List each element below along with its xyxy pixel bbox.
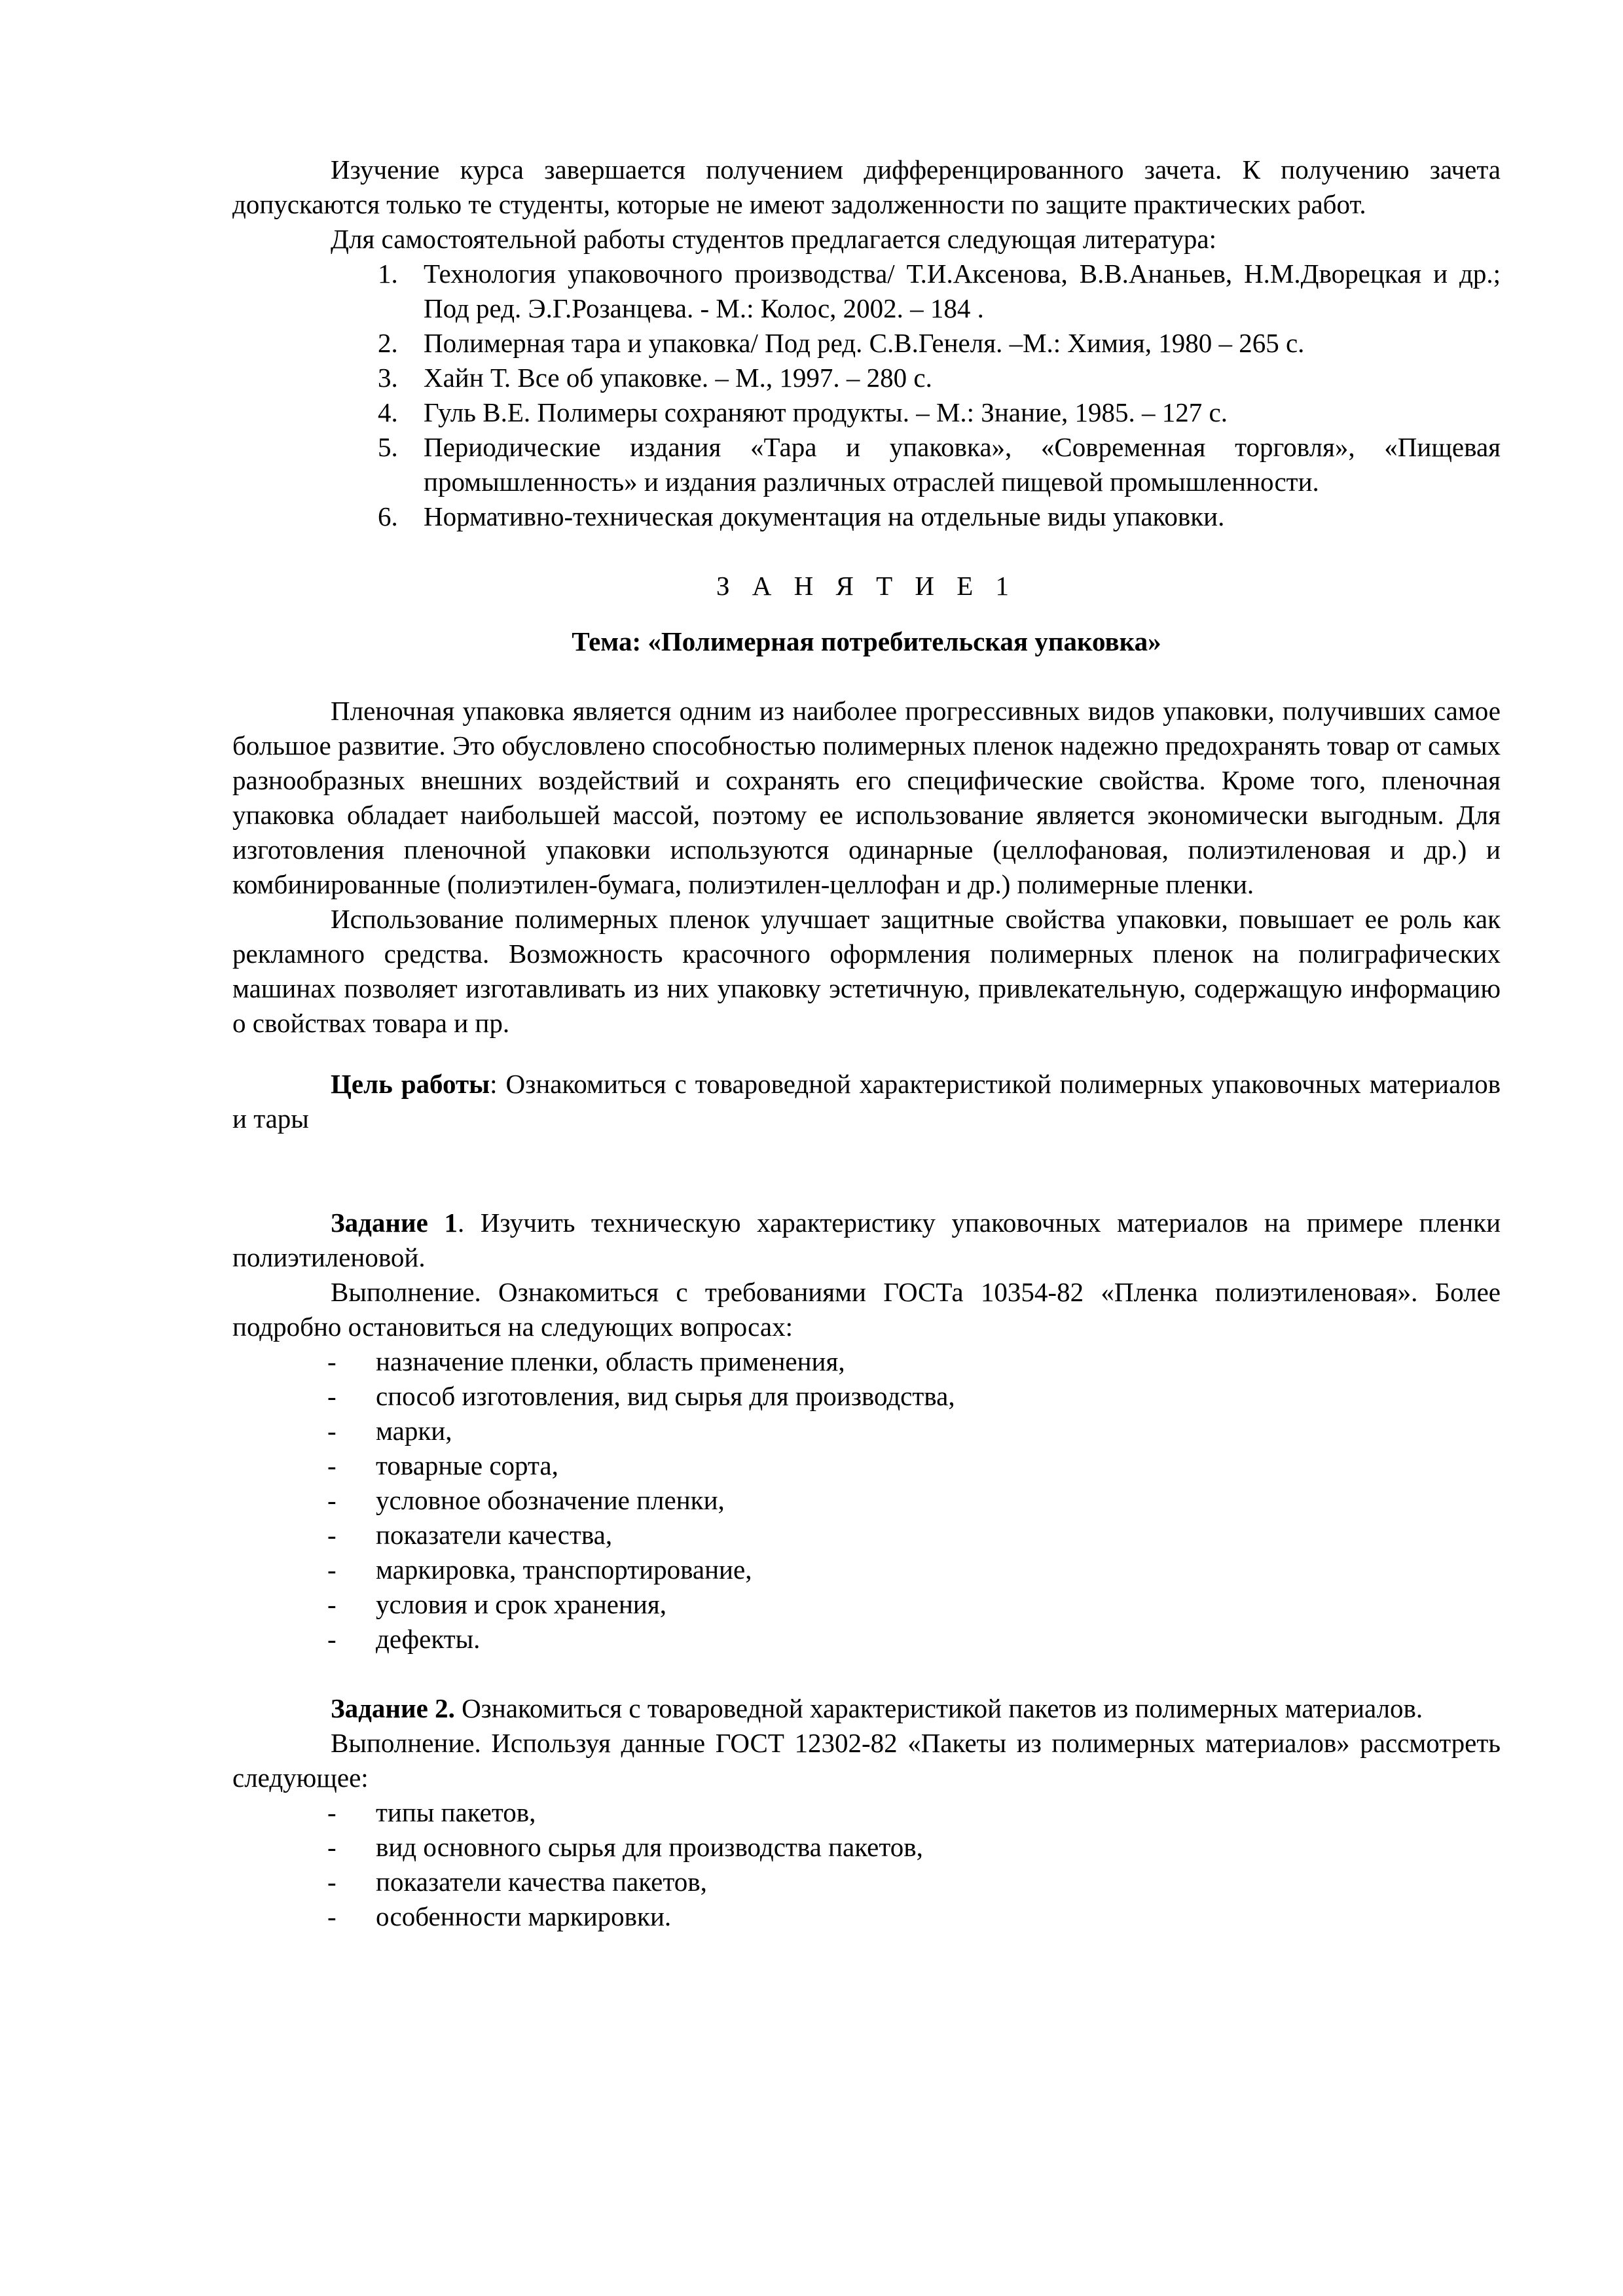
document-body bbox=[232, 152, 1501, 1934]
dash-bullet: - bbox=[327, 1346, 337, 1376]
literature-text: Полимерная тара и упаковка/ Под ред. С.В.Генеля. –М.: Химия, 1980 – 265 с. bbox=[424, 328, 1305, 358]
literature-text: Периодические издания «Тара и упаковка», «Современная торговля», «Пищевая промышленность» и издания различных отраслей пищевой промышленности. bbox=[424, 432, 1501, 497]
dash-bullet: - bbox=[327, 1901, 337, 1931]
goal-paragraph bbox=[232, 1067, 1501, 1136]
literature-number: 1. bbox=[378, 259, 398, 289]
task2-list bbox=[232, 1795, 1501, 1934]
task2-execution: Выполнение. Используя данные ГОСТ 12302-82 «Пакеты из полимерных материалов» рассмотреть следующее: bbox=[232, 1728, 1501, 1793]
list-item bbox=[232, 1865, 1501, 1899]
dash-bullet: - bbox=[327, 1589, 337, 1619]
literature-item bbox=[232, 499, 1501, 534]
list-item-text: марки, bbox=[376, 1416, 452, 1446]
list-item bbox=[232, 1795, 1501, 1830]
goal-label: Цель работы bbox=[331, 1069, 490, 1099]
literature-item bbox=[232, 361, 1501, 395]
literature-text: Технология упаковочного производства/ Т.И.Аксенова, В.В.Ананьев, Н.М.Дворецкая и др.; Под ред. Э.Г.Розанцева. - М.: Колос, 2002. – 184 . bbox=[424, 259, 1501, 323]
list-item-text: показатели качества, bbox=[376, 1520, 613, 1550]
lesson-paragraph-2: Использование полимерных пленок улучшает защитные свойства упаковки, повышает ее роль как рекламного средства. Возможность красочного оформления полимерных пленок на полиграфических машинах позволяет изготавливать из них упаковку эстетичную, привлекательную, содержащую информацию о свойствах товара и пр. bbox=[232, 904, 1501, 1038]
list-item bbox=[232, 1622, 1501, 1657]
list-item-text: условия и срок хранения, bbox=[376, 1589, 666, 1619]
task2-label: Задание 2. bbox=[331, 1693, 455, 1723]
list-item-text: маркировка, транспортирование, bbox=[376, 1554, 752, 1585]
dash-bullet: - bbox=[327, 1554, 337, 1585]
literature-item bbox=[232, 326, 1501, 361]
literature-list bbox=[232, 257, 1501, 534]
list-item-text: назначение пленки, область применения, bbox=[376, 1346, 845, 1376]
dash-bullet: - bbox=[327, 1485, 337, 1515]
dash-bullet: - bbox=[327, 1416, 337, 1446]
intro-paragraph-1: Изучение курса завершается получением дифференцированного зачета. К получению зачета допускаются только те студенты, которые не имеют задолженности по защите практических работ. bbox=[232, 154, 1501, 219]
literature-number: 5. bbox=[378, 432, 398, 462]
list-item bbox=[232, 1518, 1501, 1552]
intro-paragraph-2: Для самостоятельной работы студентов предлагается следующая литература: bbox=[331, 224, 1217, 254]
list-item bbox=[232, 1587, 1501, 1622]
literature-text: Хайн Т. Все об упаковке. – М., 1997. – 280 с. bbox=[424, 363, 932, 393]
dash-bullet: - bbox=[327, 1624, 337, 1654]
list-item-text: особенности маркировки. bbox=[376, 1901, 672, 1931]
dash-bullet: - bbox=[327, 1797, 337, 1827]
lesson-paragraph-1: Пленочная упаковка является одним из наиболее прогрессивных видов упаковки, получивших самое большое развитие. Это обусловлено способностью полимерных пленок надежно предохранять товар от самых разнообразных внешних воздействий и сохранять его специфические свойства. Кроме того, пленочная упаковка обладает наибольшей массой, поэтому ее использование является экономически выгодным. Для изготовления пленочной упаковки используются одинарные (целлофановая, полиэтиленовая и др.) и комбинированные (полиэтилен-бумага, полиэтилен-целлофан и др.) полимерные пленки. bbox=[232, 696, 1501, 899]
literature-item bbox=[232, 430, 1501, 499]
list-item bbox=[232, 1414, 1501, 1448]
dash-bullet: - bbox=[327, 1520, 337, 1550]
list-item-text: дефекты. bbox=[376, 1624, 481, 1654]
literature-item bbox=[232, 395, 1501, 430]
task1-list bbox=[232, 1344, 1501, 1657]
list-item-text: товарные сорта, bbox=[376, 1450, 558, 1480]
task1-execution: Выполнение. Ознакомиться с требованиями ГОСТа 10354-82 «Пленка полиэтиленовая». Более подробно остановиться на следующих вопросах: bbox=[232, 1277, 1501, 1342]
literature-number: 3. bbox=[378, 363, 398, 393]
list-item bbox=[232, 1448, 1501, 1483]
list-item bbox=[232, 1899, 1501, 1934]
dash-bullet: - bbox=[327, 1381, 337, 1411]
list-item-text: вид основного сырья для производства пакетов, bbox=[376, 1832, 923, 1862]
lesson-title: З А Н Я Т И Е 1 bbox=[716, 571, 1017, 601]
literature-number: 6. bbox=[378, 501, 398, 531]
list-item bbox=[232, 1830, 1501, 1865]
task1-label: Задание 1 bbox=[331, 1208, 458, 1238]
literature-text: Гуль В.Е. Полимеры сохраняют продукты. – М.: Знание, 1985. – 127 с. bbox=[424, 397, 1228, 427]
task2-text: Ознакомиться с товароведной характеристикой пакетов из полимерных материалов. bbox=[454, 1693, 1423, 1723]
task1-paragraph bbox=[232, 1206, 1501, 1275]
goal-text: : Ознакомиться с товароведной характеристикой полимерных упаковочных материалов и тары bbox=[232, 1069, 1501, 1134]
lesson-topic: Тема: «Полимерная потребительская упаковка» bbox=[572, 626, 1161, 656]
dash-bullet: - bbox=[327, 1450, 337, 1480]
list-item bbox=[232, 1379, 1501, 1414]
task1-text: . Изучить техническую характеристику упаковочных материалов на примере пленки полиэтиленовой. bbox=[232, 1208, 1501, 1272]
list-item-text: условное обозначение пленки, bbox=[376, 1485, 725, 1515]
dash-bullet: - bbox=[327, 1867, 337, 1897]
task2-paragraph bbox=[232, 1691, 1501, 1726]
list-item bbox=[232, 1552, 1501, 1587]
list-item bbox=[232, 1344, 1501, 1379]
list-item-text: показатели качества пакетов, bbox=[376, 1867, 707, 1897]
literature-number: 2. bbox=[378, 328, 398, 358]
list-item bbox=[232, 1483, 1501, 1518]
dash-bullet: - bbox=[327, 1832, 337, 1862]
literature-item bbox=[232, 257, 1501, 326]
list-item-text: типы пакетов, bbox=[376, 1797, 536, 1827]
literature-number: 4. bbox=[378, 397, 398, 427]
literature-text: Нормативно-техническая документация на отдельные виды упаковки. bbox=[424, 501, 1225, 531]
list-item-text: способ изготовления, вид сырья для производства, bbox=[376, 1381, 955, 1411]
